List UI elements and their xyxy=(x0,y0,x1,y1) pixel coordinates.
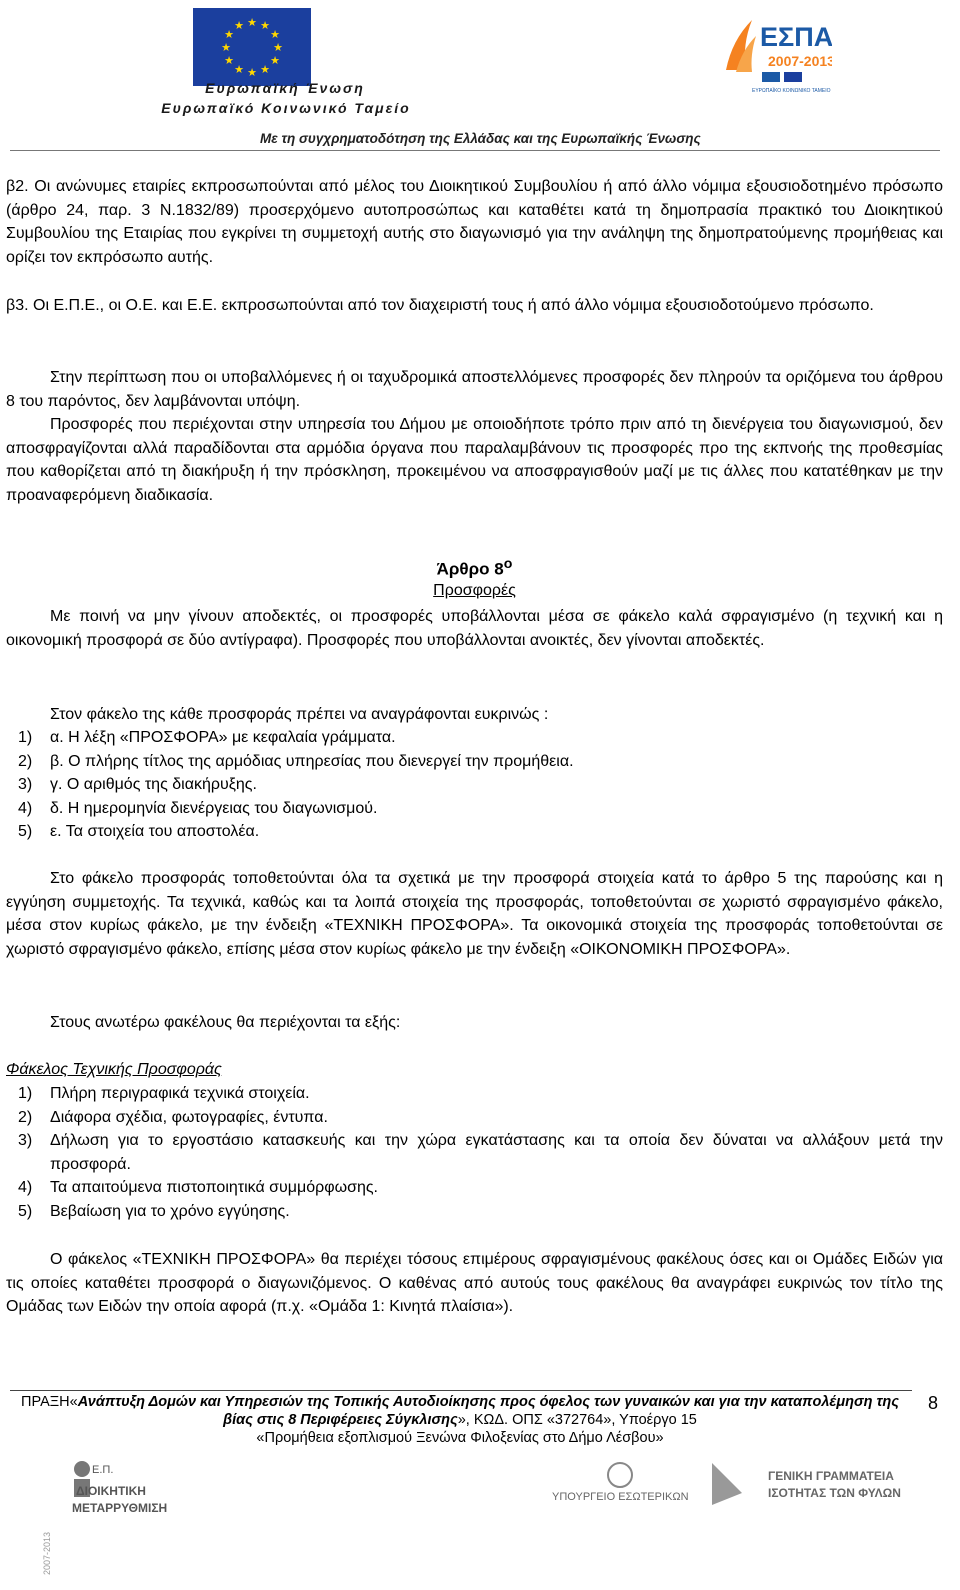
reform-line3: ΜΕΤΑΡΡΥΘΜΙΣΗ xyxy=(72,1501,168,1515)
list-text: δ. Η ημερομηνία διενέργειας του διαγωνισμού. xyxy=(50,799,378,817)
footer-praxi-title: Ανάπτυξη Δομών και Υπηρεσιών της Τοπικής Αυτοδιοίκησης προς όφελος των γυναικών και για την καταπολέμηση της βίας στις 8 Περιφέρειες Σύγκλισης xyxy=(77,1394,899,1428)
eu-flag-small-icon xyxy=(784,72,802,82)
gender-equality-icon xyxy=(712,1463,742,1505)
paragraph-contain: Στους ανωτέρω φακέλους θα περιέχονται τα εξής: xyxy=(50,1014,401,1031)
envelope-list xyxy=(0,726,940,844)
tech-offer-list xyxy=(0,1082,943,1223)
svg-text:★: ★ xyxy=(260,19,270,32)
list-number: 2) xyxy=(18,1108,33,1126)
svg-text:★: ★ xyxy=(234,19,244,32)
espa-tagline: ΕΥΡΩΠΑΪΚΟ ΚΟΙΝΩΝΙΚΟ ΤΑΜΕΙΟ xyxy=(752,88,831,94)
espa-logo xyxy=(722,10,832,95)
svg-text:★: ★ xyxy=(224,54,234,67)
footer-praxi-code: », ΚΩΔ. ΟΠΣ «372764», Υποέργο 15 xyxy=(457,1412,697,1428)
article-title-sup: ο xyxy=(503,556,513,572)
svg-text:★: ★ xyxy=(224,28,234,41)
svg-text:★: ★ xyxy=(270,54,280,67)
svg-text:★: ★ xyxy=(247,66,257,79)
list-text: Βεβαίωση για το χρόνο εγγύησης. xyxy=(50,1202,290,1220)
page-number: 8 xyxy=(928,1393,939,1413)
list-item xyxy=(0,1200,943,1224)
paragraph-case: Στην περίπτωση που οι υποβαλλόμενες ή οι ταχυδρομικά αποστελλόμενες προσφορές δεν πληρούν τα οριζόμενα του άρθρου 8 του παρόντος, δεν λαμβάνονται υπόψη. xyxy=(6,369,943,410)
footer-project-info xyxy=(20,1393,900,1447)
list-item xyxy=(0,1106,943,1130)
administrative-reform-logo xyxy=(42,1461,167,1575)
cofunding-note: Με τη συγχρηματοδότηση της Ελλάδας και της Ευρωπαϊκής Ένωσης xyxy=(260,131,701,146)
list-item xyxy=(0,1176,943,1200)
footer-logos xyxy=(0,1455,960,1590)
paragraph-penalty: Με ποινή να μην γίνουν αποδεκτές, οι προσφορές υποβάλλονται μέσα σε φάκελο καλά σφραγισμένο (η τεχνική και η οικονομική προσφορά σε δύο αντίγραφα). Προσφορές που υποβάλλονται ανοικτές, δεν γίνονται αποδεκτές. xyxy=(6,608,943,649)
reform-side-years: 2007-2013 xyxy=(42,1531,52,1575)
greek-flag-icon xyxy=(762,72,780,82)
list-number: 4) xyxy=(18,799,33,817)
person-icon xyxy=(74,1461,90,1477)
header-divider xyxy=(10,150,940,151)
svg-text:★: ★ xyxy=(273,41,283,54)
footer-praxi-prefix: ΠΡΑΞΗ« xyxy=(21,1394,78,1410)
list-text: Πλήρη περιγραφικά τεχνικά στοιχεία. xyxy=(50,1085,310,1102)
list-number: 1) xyxy=(18,729,33,746)
espa-title: ΕΣΠΑ xyxy=(760,22,832,52)
svg-text:★: ★ xyxy=(270,28,280,41)
gender-equality-logo xyxy=(712,1463,901,1505)
paragraph-tech-envelope: Ο φάκελος «ΤΕΧΝΙΚΗ ΠΡΟΣΦΟΡΑ» θα περιέχει τόσους επιμέρους σφραγισμένους φακέλους όσες και οι Ομάδες Ειδών για τις οποίες καταθέτει προσφορά ο διαγωνιζόμενος. Ο καθένας από αυτούς τους φακέλους θα αναγράφει ευκρινώς τον τίτλο της Ομάδας των Ειδών την οποία αφορά (π.χ. «Ομάδα 1: Κινητά πλαίσια»). xyxy=(6,1251,943,1315)
ministry-name: ΥΠΟΥΡΓΕΙΟ ΕΣΩΤΕΡΙΚΩΝ xyxy=(552,1491,689,1503)
list-number: 3) xyxy=(18,776,33,793)
svg-text:★: ★ xyxy=(234,63,244,76)
list-text: α. Η λέξη «ΠΡΟΣΦΟΡΑ» με κεφαλαία γράμματα. xyxy=(50,729,396,746)
eu-union-label: Ευρωπαϊκή Ένωση xyxy=(205,80,365,96)
list-number: 3) xyxy=(18,1132,33,1149)
list-number: 4) xyxy=(18,1179,33,1196)
list-item xyxy=(0,750,940,774)
reform-line1: Ε.Π. xyxy=(92,1464,114,1476)
article-title-text: Άρθρο 8 xyxy=(436,559,504,579)
list-item xyxy=(0,1129,943,1176)
list-text: Δήλωση για το εργοστάσιο κατασκευής και την χώρα εγκατάστασης και τα οποία δεν δύναται να αλλάξουν μετά την προσφορά. xyxy=(50,1132,943,1173)
list-text: γ. Ο αριθμός της διακήρυξης. xyxy=(50,776,257,793)
list-text: β. Ο πλήρης τίτλος της αρμόδιας υπηρεσίας που διενεργεί την προμήθεια. xyxy=(50,752,574,770)
list-item xyxy=(0,1082,943,1106)
footer-subproject: «Προμήθεια εξοπλισμού Ξενώνα Φιλοξενίας στο Δήμο Λέσβου» xyxy=(256,1430,664,1446)
list-text: Διάφορα σχέδια, φωτογραφίες, έντυπα. xyxy=(50,1108,328,1126)
espa-flame-icon xyxy=(726,20,756,72)
list-item xyxy=(0,726,940,750)
list-number: 1) xyxy=(18,1085,33,1102)
svg-text:★: ★ xyxy=(221,41,231,54)
paragraph-placed: Στο φάκελο προσφοράς τοποθετούνται όλα τα σχετικά με την προσφορά στοιχεία κατά το άρθρο 5 της παρούσης και η εγγύηση συμμετοχής. Τα τεχνικά, καθώς και τα λοιπά στοιχεία της προσφοράς, τοποθετούνται σε χωριστό σφραγισμένο φάκελο, μέσα στον κυρίως φάκελο, με την ένδειξη «ΤΕΧΝΙΚΗ ΠΡΟΣΦΟΡΑ». Τα οικονομικά στοιχεία της προσφοράς τοποθετούνται σε χωριστό σφραγισμένο φάκελο, επίσης μέσα στον κυρίως φάκελο με την ένδειξη «ΟΙΚΟΝΟΜΙΚΗ ΠΡΟΣΦΟΡΑ». xyxy=(6,870,943,958)
svg-text:★: ★ xyxy=(260,63,270,76)
article-subtitle: Προσφορές xyxy=(433,582,516,599)
list-text: ε. Τα στοιχεία του αποστολέα. xyxy=(50,823,260,840)
ministry-logo xyxy=(552,1463,689,1503)
list-item xyxy=(0,773,940,797)
list-number: 5) xyxy=(18,823,33,840)
list-item xyxy=(0,797,940,821)
list-number: 2) xyxy=(18,752,33,770)
eu-social-fund-label: Ευρωπαϊκό Κοινωνικό Ταμείο xyxy=(161,100,411,116)
svg-text:★: ★ xyxy=(247,16,257,29)
footer-divider xyxy=(10,1390,912,1391)
list-text: Τα απαιτούμενα πιστοποιητικά συμμόρφωσης. xyxy=(50,1179,378,1196)
paragraph-envelope-intro: Στον φάκελο της κάθε προσφοράς πρέπει να αναγράφονται ευκρινώς : xyxy=(50,706,549,723)
ministry-emblem-icon xyxy=(608,1463,632,1487)
tech-offer-heading: Φάκελος Τεχνικής Προσφοράς xyxy=(6,1061,222,1078)
eu-stars-icon xyxy=(193,8,311,86)
list-number: 5) xyxy=(18,1202,33,1220)
paragraph-offers: Προσφορές που περιέχονται στην υπηρεσία του Δήμου με οποιοδήποτε τρόπο πριν από τη διενέργεια του διαγωνισμού, δεν αποσφραγίζονται αλλά παραδίδονται στα αρμόδια όργανα που παραλαμβάνουν τις προσφορές προ της εκπνοής της προθεσμίας που καθορίζεται από τη διακήρυξη ή την πρόσκληση, προκειμένου να αποσφραγισθούν μαζί με τις άλλες που κατατέθηκαν με την προαναφερόμενη διαδικασία. xyxy=(6,416,943,504)
article-title xyxy=(6,556,943,580)
eu-flag-logo xyxy=(193,8,311,86)
gender-line1: ΓΕΝΙΚΗ ΓΡΑΜΜΑΤΕΙΑ xyxy=(768,1469,894,1483)
list-item xyxy=(0,820,940,844)
reform-line2: ΔΙΟΙΚΗΤΙΚΗ xyxy=(76,1484,146,1498)
paragraph-b2: β2. Οι ανώνυμες εταιρίες εκπροσωπούνται από μέλος του Διοικητικού Συμβουλίου ή από άλλο νόμιμα εξουσιοδοτημένο πρόσωπο (άρθρο 24, παρ. 3 Ν.1832/89) προσερχόμενο αυτοπροσώπως και καταθέτει κατά τη δημοπρασία πρακτικό του Διοικητικού Συμβουλίου της Εταιρίας που εγκρίνει τη συμμετοχή αυτής στο διαγωνισμό για την ανάληψη της δημοπρατούμενης προμήθειας και ορίζει τον εκπρόσωπο αυτής. xyxy=(6,178,943,266)
paragraph-b3: β3. Οι Ε.Π.Ε., οι Ο.Ε. και Ε.Ε. εκπροσωπούνται από τον διαχειριστή τους ή από άλλο νόμιμα εξουσιοδοτούμενο πρόσωπο. xyxy=(6,297,874,314)
gender-line2: ΙΣΟΤΗΤΑΣ ΤΩΝ ΦΥΛΩΝ xyxy=(768,1486,901,1500)
espa-years: 2007-2013 xyxy=(768,53,832,69)
